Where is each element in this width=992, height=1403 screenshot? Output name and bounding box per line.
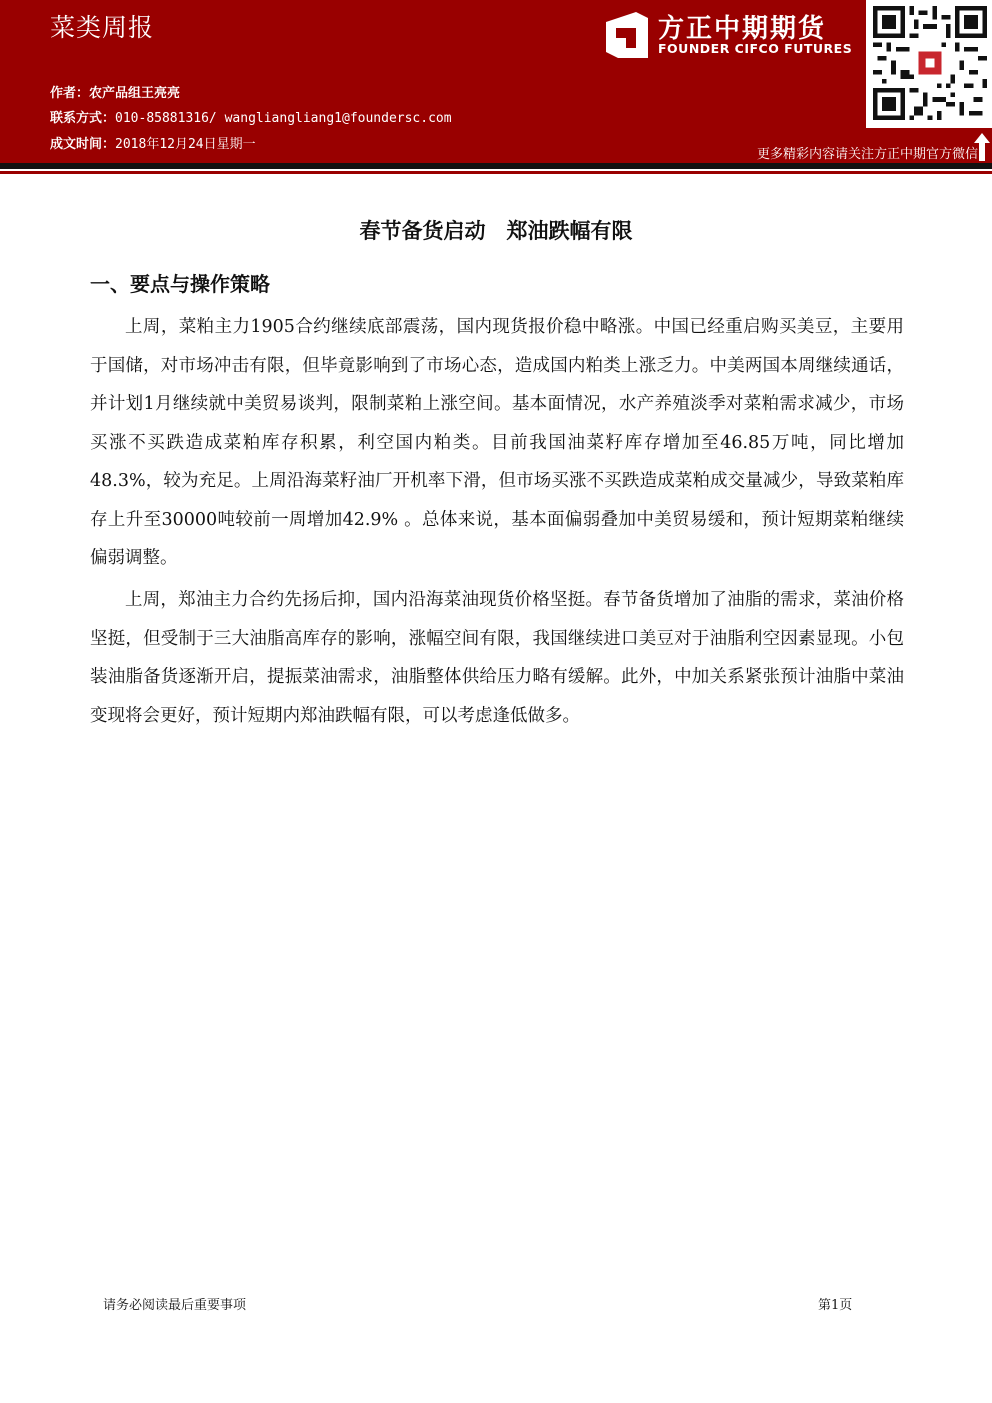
qr-code [866, 0, 992, 128]
page-number: 第1页 [818, 1298, 853, 1313]
author-line [50, 82, 180, 101]
logo-english-name: FOUNDER CIFCO FUTURES [658, 41, 853, 56]
company-logo [600, 8, 860, 64]
report-header [0, 0, 992, 163]
header-divider [0, 163, 992, 169]
qr-code-icon [873, 6, 987, 120]
section-heading: 一、要点与操作策略 [90, 272, 270, 296]
contact-value: 010-85881316/ wangliangliang1@foundersc.com [115, 111, 452, 126]
wechat-follow-note: 更多精彩内容请关注方正中期官方微信 [756, 147, 978, 162]
report-type-title: 菜类周报 [50, 13, 155, 42]
logo-mark-icon [606, 12, 648, 58]
up-arrow-icon [974, 133, 990, 161]
body-paragraph: 上周，郑油主力合约先扬后抑，国内沿海菜油现货价格坚挺。春节备货增加了油脂的需求，菜油价格坚挺，但受制于三大油脂高库存的影响，涨幅空间有限，我国继续进口美豆对于油脂利空因素显现。小包装油脂备货逐渐开启，提振菜油需求，油脂整体供给压力略有缓解。此外，中加关系紧张预计油脂中菜油变现将会更好，预计短期内郑油跌幅有限，可以考虑逢低做多。 [90, 590, 904, 726]
contact-label: 联系方式： [50, 111, 116, 126]
header-divider-accent [0, 171, 992, 174]
footer-notice: 请务必阅读最后重要事项 [103, 1298, 247, 1313]
date-line [50, 133, 256, 152]
author-label: 作者： [50, 86, 90, 101]
logo-chinese-name: 方正中期期货 [658, 14, 827, 44]
contact-line [50, 107, 452, 126]
date-label: 成文时间： [50, 137, 116, 152]
document-title: 春节备货启动 郑油跌幅有限 [359, 219, 633, 243]
body-paragraph: 上周，菜粕主力1905合约继续底部震荡，国内现货报价稳中略涨。中国已经重启购买美豆，主要用于国储，对市场冲击有限，但毕竟影响到了市场心态，造成国内粕类上涨乏力。中美两国本周继续通话，并计划1月继续就中美贸易谈判，限制菜粕上涨空间。基本面情况，水产养殖淡季对菜粕需求减少，市场买涨不买跌造成菜粕库存积累，利空国内粕类。目前我国油菜籽库存增加至46.85万吨，同比增加48.3%，较为充足。上周沿海菜籽油厂开机率下滑，但市场买涨不买跌造成菜粕成交量减少，导致菜粕库存上升至30000吨较前一周增加42.9% 。总体来说，基本面偏弱叠加中美贸易缓和，预计短期菜粕继续偏弱调整。 [90, 317, 904, 568]
author-value: 农产品组王亮亮 [89, 86, 181, 101]
date-value: 2018年12月24日星期一 [115, 137, 256, 152]
